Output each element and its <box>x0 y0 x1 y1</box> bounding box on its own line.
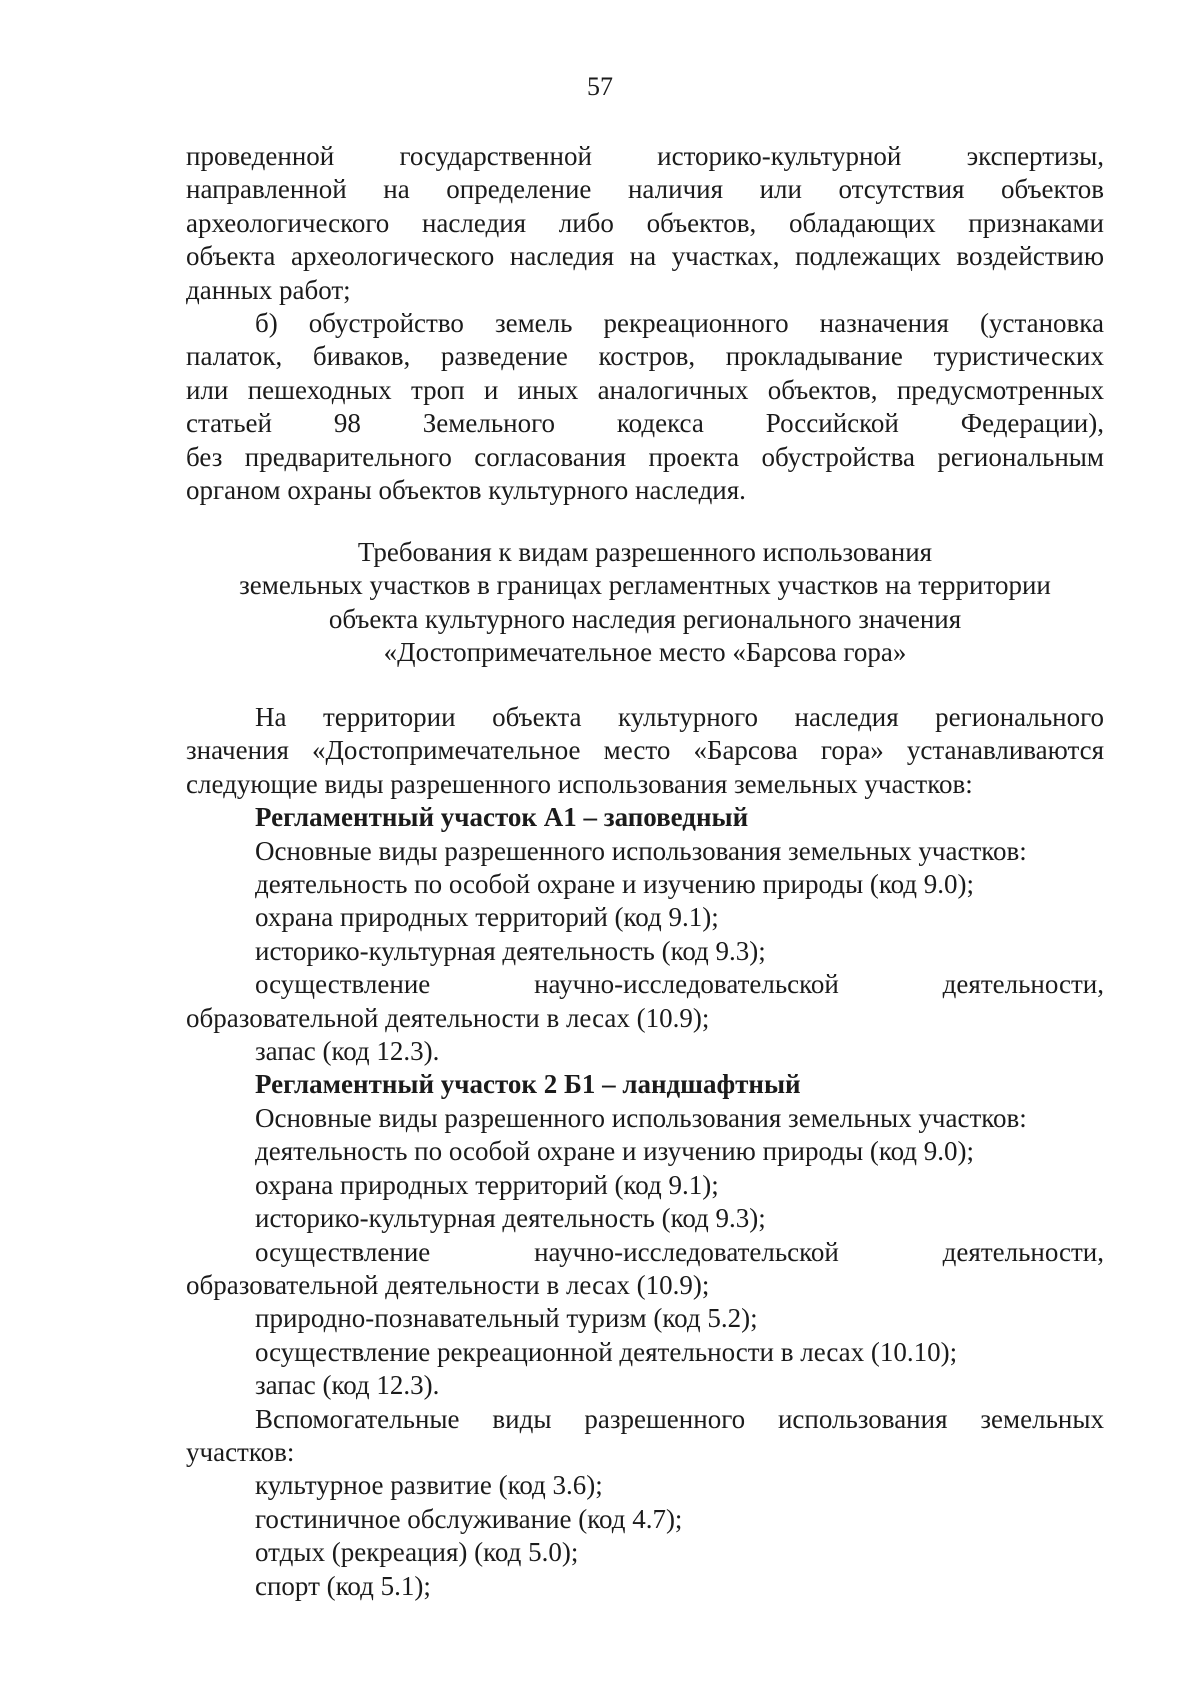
list-item: осуществление научно-исследовательской деятельности, <box>255 1236 1104 1267</box>
text-line: На территории объекта культурного наследия регионального <box>255 702 1104 732</box>
heading-line: объекта культурного наследия регионального значения <box>328 603 962 634</box>
text-line: направленной на определение наличия или отсутствия объектов <box>186 174 1104 205</box>
text-line: б) обустройство земель рекреационного назначения (установка <box>255 308 1104 338</box>
main-uses-label: Основные виды разрешенного использования земельных участков: <box>255 835 1027 866</box>
list-item: отдых (рекреация) (код 5.0); <box>255 1537 579 1568</box>
list-item: охрана природных территорий (код 9.1); <box>255 902 719 933</box>
list-item: историко-культурная деятельность (код 9.3); <box>255 1203 766 1234</box>
list-item: историко-культурная деятельность (код 9.3); <box>255 935 766 966</box>
text-line: объекта археологического наследия на участках, подлежащих воздействию <box>186 241 1104 272</box>
section-a1-title: Регламентный участок А1 – заповедный <box>255 802 749 833</box>
list-item-continued: образовательной деятельности в лесах (10.9); <box>186 1002 710 1033</box>
aux-uses-label-continued: участков: <box>186 1436 295 1467</box>
list-item: запас (код 12.3). <box>255 1370 440 1401</box>
text-line: статьей 98 Земельного кодекса Российской Федерации), <box>186 408 1104 439</box>
list-item: запас (код 12.3). <box>255 1036 440 1067</box>
list-item: культурное развитие (код 3.6); <box>255 1470 603 1501</box>
text-line: без предварительного согласования проекта обустройства региональным <box>186 441 1104 472</box>
section-heading <box>186 536 1104 670</box>
heading-line: «Достопримечательное место «Барсова гора» <box>383 637 907 668</box>
heading-line: Требования к видам разрешенного использования <box>357 537 933 567</box>
aux-uses-label: Вспомогательные виды разрешенного использования земельных <box>255 1403 1104 1434</box>
text-line: проведенной государственной историко-культурной экспертизы, <box>186 141 1104 171</box>
list-item-continued: образовательной деятельности в лесах (10.9); <box>186 1269 710 1300</box>
text-line: следующие виды разрешенного использования земельных участков: <box>186 768 973 799</box>
text-line: органом охраны объектов культурного наследия. <box>186 475 746 506</box>
text-line: археологического наследия либо объектов, обладающих признаками <box>186 207 1104 238</box>
text-line: данных работ; <box>186 274 351 305</box>
list-item: осуществление рекреационной деятельности в лесах (10.10); <box>255 1336 958 1367</box>
page-number: 57 <box>587 72 613 101</box>
main-body <box>186 701 1104 1603</box>
list-item: осуществление научно-исследовательской деятельности, <box>255 969 1104 1000</box>
text-line: значения «Достопримечательное место «Барсова гора» устанавливаются <box>186 735 1104 766</box>
list-item: деятельность по особой охране и изучению природы (код 9.0); <box>255 1136 975 1167</box>
list-item: охрана природных территорий (код 9.1); <box>255 1169 719 1200</box>
main-uses-label: Основные виды разрешенного использования земельных участков: <box>255 1102 1027 1133</box>
text-line: палаток, биваков, разведение костров, прокладывание туристических <box>186 341 1104 372</box>
heading-line: земельных участков в границах регламентных участков на территории <box>239 570 1051 601</box>
list-item: гостиничное обслуживание (код 4.7); <box>255 1503 683 1534</box>
list-item: деятельность по особой охране и изучению природы (код 9.0); <box>255 869 975 900</box>
section-b1-title: Регламентный участок 2 Б1 – ландшафтный <box>255 1069 801 1100</box>
list-item: спорт (код 5.1); <box>255 1570 431 1601</box>
text-line: или пешеходных троп и иных аналогичных объектов, предусмотренных <box>186 374 1104 405</box>
paragraph-continued <box>186 140 1104 307</box>
list-item: природно-познавательный туризм (код 5.2); <box>255 1303 758 1334</box>
paragraph-b <box>186 307 1104 507</box>
